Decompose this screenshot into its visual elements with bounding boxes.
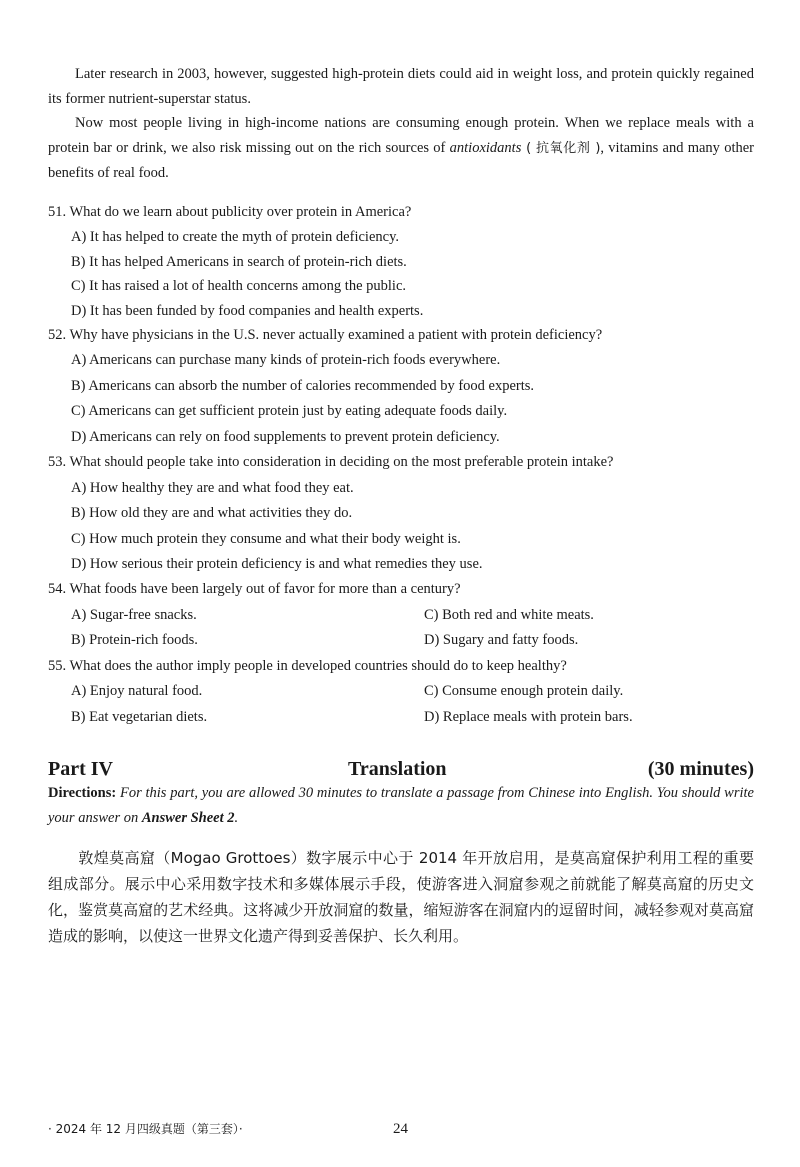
question-52-option-a[interactable]: A) Americans can purchase many kinds of protein-rich foods everywhere. bbox=[71, 352, 501, 368]
question-55-option-b[interactable]: B) Eat vegetarian diets. bbox=[71, 709, 208, 725]
question-52-option-b[interactable]: B) Americans can absorb the number of calories recommended by food experts. bbox=[71, 378, 535, 394]
question-55-option-a[interactable]: A) Enjoy natural food. bbox=[71, 683, 203, 699]
question-51-option-c[interactable]: C) It has raised a lot of health concerns among the public. bbox=[71, 278, 407, 294]
question-54-option-b[interactable]: B) Protein-rich foods. bbox=[71, 632, 198, 648]
question-55-option-c[interactable]: C) Consume enough protein daily. bbox=[424, 683, 624, 699]
question-53-option-a[interactable]: A) How healthy they are and what food they eat. bbox=[71, 480, 354, 496]
question-54-option-d[interactable]: D) Sugary and fatty foods. bbox=[424, 632, 579, 648]
directions-text: For this part, you are allowed 30 minutes to translate a passage from Chinese into English. You should write your answer on bbox=[48, 785, 754, 826]
question-51-option-a[interactable]: A) It has helped to create the myth of protein deficiency. bbox=[71, 229, 399, 245]
question-51-stem: 51. What do we learn about publicity over protein in America? bbox=[48, 204, 412, 220]
question-53-stem: 53. What should people take into consideration in deciding on the most preferable protein intake? bbox=[48, 454, 614, 470]
question-53-option-c[interactable]: C) How much protein they consume and what their body weight is. bbox=[71, 531, 461, 547]
directions-end: . bbox=[234, 810, 239, 826]
passage-paragraph-1 bbox=[48, 62, 754, 112]
directions-answer-sheet: Answer Sheet 2 bbox=[141, 810, 235, 826]
question-51-option-d[interactable]: D) It has been funded by food companies and health experts. bbox=[71, 303, 424, 319]
part-label: Part IV bbox=[48, 758, 113, 780]
page-number: 24 bbox=[393, 1121, 408, 1137]
passage-p2-text-a: Now most people living in high-income nations are consuming enough protein. When we replace meals with a protein bar or drink, we also risk missing out on the rich sources of bbox=[48, 115, 754, 156]
translation-directions bbox=[48, 781, 754, 831]
question-55-option-d[interactable]: D) Replace meals with protein bars. bbox=[424, 709, 633, 725]
part-time: (30 minutes) bbox=[647, 758, 754, 780]
question-53-option-b[interactable]: B) How old they are and what activities they do. bbox=[71, 505, 353, 521]
passage-paragraph-1-text: Later research in 2003, however, suggested high-protein diets could aid in weight loss, and protein quickly regained its former nutrient-superstar status. bbox=[48, 66, 754, 107]
question-54-stem: 54. What foods have been largely out of favor for more than a century? bbox=[48, 581, 461, 597]
passage-chinese-gloss: ( 抗氧化剂 ) bbox=[521, 141, 601, 156]
question-51-option-b[interactable]: B) It has helped Americans in search of protein-rich diets. bbox=[71, 254, 407, 270]
question-52-option-d[interactable]: D) Americans can rely on food supplements to prevent protein deficiency. bbox=[71, 429, 500, 445]
question-54-option-a[interactable]: A) Sugar-free snacks. bbox=[71, 607, 197, 623]
chinese-translation-passage bbox=[48, 845, 754, 949]
part-title: Translation bbox=[348, 758, 447, 780]
question-53-option-d[interactable]: D) How serious their protein deficiency is and what remedies they use. bbox=[71, 556, 483, 572]
passage-p2-text-b: , vitamins and many other benefits of real food. bbox=[48, 140, 754, 181]
question-54-option-c[interactable]: C) Both red and white meats. bbox=[424, 607, 594, 623]
directions-label: Directions: bbox=[48, 785, 117, 801]
passage-paragraph-2 bbox=[48, 111, 754, 186]
question-52-stem: 52. Why have physicians in the U.S. never actually examined a patient with protein deficiency? bbox=[48, 327, 603, 343]
passage-term-antioxidants: antioxidants bbox=[449, 140, 522, 156]
question-55-stem: 55. What does the author imply people in developed countries should do to keep healthy? bbox=[48, 658, 567, 674]
question-52-option-c[interactable]: C) Americans can get sufficient protein just by eating adequate foods daily. bbox=[71, 403, 508, 419]
footer-source: · 2024 年 12 月四级真题（第三套）· bbox=[48, 1122, 243, 1136]
chinese-passage-text: 敦煌莫高窟（Mogao Grottoes）数字展示中心于 2014 年开放启用，是莫高窟保护利用工程的重要组成部分。展示中心采用数字技术和多媒体展示手段，使游客进入洞窟参观之前就能了解莫高窟的历史文化，鉴赏莫高窟的艺术经典。这将减少开放洞窟的数量，缩短游客在洞窟内的逗留时间，减轻参观对莫高窟造成的影响，以使这一世界文化遗产得到妥善保护、长久利用。 bbox=[48, 849, 754, 945]
